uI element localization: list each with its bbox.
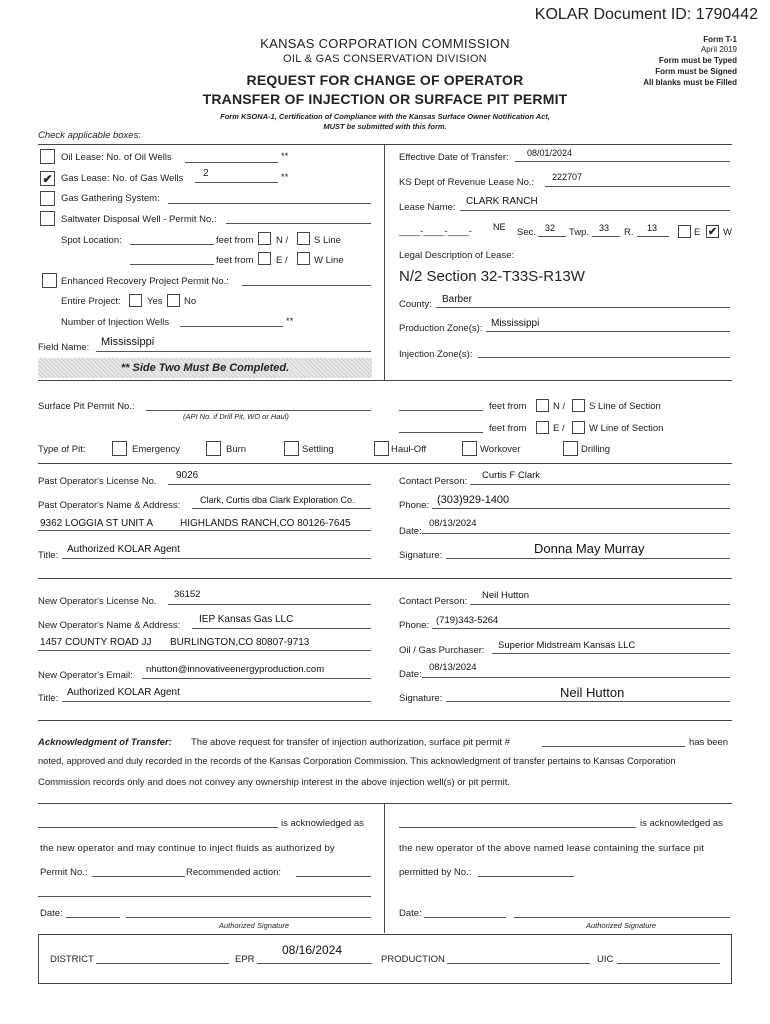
new-contact-value: Neil Hutton [482, 590, 529, 601]
right-date-field[interactable] [424, 917, 506, 918]
typed-note: Form must be Typed [658, 56, 737, 65]
left-ack-name-field[interactable] [38, 827, 278, 828]
past-signature-value: Donna May Murray [534, 541, 645, 556]
purchaser-label: Oil / Gas Purchaser: [399, 645, 485, 656]
blanks-note: All blanks must be Filled [643, 78, 737, 87]
new-signature-label: Signature: [399, 693, 443, 704]
production-zone-field[interactable] [486, 331, 730, 332]
county-label: County: [399, 299, 432, 310]
s-line-label: S Line of Section [589, 401, 661, 412]
recommended-action-label: Recommended action: [186, 867, 282, 878]
left-date-field[interactable] [66, 917, 120, 918]
past-signature-label: Signature: [399, 550, 443, 561]
signed-note: Form must be Signed [655, 67, 737, 76]
pit-burn-checkbox[interactable] [206, 441, 221, 456]
past-contact-field[interactable] [470, 484, 730, 485]
new-address-line1: 1457 COUNTY ROAD JJ [40, 637, 152, 648]
new-date-value: 08/13/2024 [429, 662, 477, 673]
new-email-label: New Operator's Email: [38, 670, 133, 681]
right-ack-label: is acknowledged as [640, 818, 723, 829]
api-note: (API No. if Drill Pit, WO or Haul) [183, 412, 289, 421]
lease-name-label: Lease Name: [399, 202, 456, 213]
ks-lease-field[interactable] [545, 186, 730, 187]
range-e-checkbox[interactable] [678, 225, 691, 238]
new-date-label: Date: [399, 669, 422, 680]
permitted-by-field[interactable] [478, 876, 574, 877]
past-license-field[interactable] [168, 484, 371, 485]
pit-settling-checkbox[interactable] [284, 441, 299, 456]
commission-name: KANSAS CORPORATION COMMISSION [260, 36, 510, 51]
left-auth-signature-label: Authorized Signature [219, 921, 290, 930]
spot-feet-ew-field[interactable] [130, 264, 214, 265]
new-signature-value: Neil Hutton [560, 685, 625, 700]
gas-wells-field[interactable] [195, 182, 278, 183]
injection-wells-label: Number of Injection Wells [61, 317, 170, 328]
left-new-op-text: the new operator and may continue to inject fluids as authorized by [40, 843, 335, 854]
range-w-checkbox[interactable]: ✔ [707, 226, 718, 238]
enhanced-recovery-checkbox[interactable] [42, 273, 57, 288]
purchaser-value: Superior Midstream Kansas LLC [498, 640, 636, 651]
past-date-field[interactable] [422, 533, 730, 534]
range-field[interactable] [637, 236, 669, 237]
surface-pit-field[interactable] [146, 410, 371, 411]
epr-field[interactable] [257, 963, 372, 964]
oil-lease-label: Oil Lease: No. of Oil Wells [61, 152, 172, 163]
injection-zone-label: Injection Zone(s): [399, 349, 473, 360]
check-applicable-label: Check applicable boxes: [38, 130, 141, 141]
left-date-label: Date: [40, 908, 63, 919]
county-value: Barber [442, 294, 473, 305]
ack-text-2: noted, approved and duly recorded in the records of the Kansas Corporation Commission. This acknowledgment of transfer pertains to Kansas Corporation [38, 756, 676, 766]
document-id: KOLAR Document ID: 1790442 [534, 6, 758, 23]
e-label: E [694, 227, 701, 238]
gas-lease-label: Gas Lease: No. of Gas Wells [61, 173, 184, 184]
form-number: Form T-1 [703, 35, 737, 44]
form-title-2: TRANSFER OF INJECTION OR SURFACE PIT PERMIT [202, 91, 568, 107]
past-contact-value: Curtis F Clark [482, 470, 541, 481]
sec-label: Sec. [517, 227, 537, 238]
uic-label: UIC [597, 954, 614, 965]
form-date: April 2019 [700, 45, 737, 54]
past-date-value: 08/13/2024 [429, 518, 477, 529]
new-name-value: IEP Kansas Gas LLC [199, 614, 294, 625]
permit-no-field[interactable] [92, 876, 185, 877]
spot-location-label: Spot Location: [61, 235, 122, 246]
spot-w-checkbox[interactable] [297, 252, 310, 265]
past-address-field[interactable] [38, 530, 371, 531]
uic-field[interactable] [617, 963, 720, 964]
past-phone-field[interactable] [432, 508, 730, 509]
pit-w-checkbox[interactable] [572, 421, 585, 434]
new-contact-field[interactable] [470, 604, 730, 605]
range-value: 13 [647, 223, 658, 233]
division-name: OIL & GAS CONSERVATION DIVISION [283, 53, 487, 65]
required-mark: ** [286, 316, 294, 327]
quarter-location-field: ____-____-____- [399, 226, 472, 237]
effective-date-value: 08/01/2024 [527, 148, 573, 158]
new-phone-value: (719)343-5264 [436, 615, 499, 626]
sec-value: 32 [545, 223, 556, 233]
legal-description-label: Legal Description of Lease: [399, 250, 515, 261]
e-label: E / [276, 255, 288, 266]
feet-from-label: feet from [489, 423, 527, 434]
past-title-value: Authorized KOLAR Agent [67, 544, 180, 555]
burn-label: Burn [226, 444, 247, 455]
pit-emergency-checkbox[interactable] [112, 441, 127, 456]
pit-s-checkbox[interactable] [572, 399, 585, 412]
w-line-label: W Line of Section [589, 423, 664, 434]
field-name-field[interactable] [96, 351, 371, 352]
district-field[interactable] [96, 963, 229, 964]
feet-from-label: feet from [489, 401, 527, 412]
ack-text-1b: has been [689, 737, 729, 748]
past-phone-label: Phone: [399, 500, 430, 511]
new-address-field[interactable] [38, 650, 371, 651]
entire-project-yes-checkbox[interactable] [129, 294, 142, 307]
recommended-action-line2[interactable] [38, 896, 371, 897]
lease-name-field[interactable] [460, 210, 730, 211]
workover-label: Workover [480, 444, 521, 455]
new-name-label: New Operator's Name & Address: [38, 620, 181, 631]
form-title-1: REQUEST FOR CHANGE OF OPERATOR [246, 72, 524, 88]
past-phone-value: (303)929-1400 [437, 494, 510, 506]
pit-feet-ew-field[interactable] [399, 432, 483, 433]
side-two-banner: ** Side Two Must Be Completed. [38, 358, 372, 378]
recommended-action-field[interactable] [296, 876, 371, 877]
pit-workover-checkbox[interactable] [462, 441, 477, 456]
spot-s-checkbox[interactable] [297, 232, 310, 245]
past-address-line2: HIGHLANDS RANCH,CO 80126-7645 [180, 518, 351, 529]
pit-feet-ns-field[interactable] [399, 410, 483, 411]
ack-heading: Acknowledgment of Transfer: [38, 737, 172, 748]
past-license-label: Past Operator's License No. [38, 476, 157, 487]
permitted-by-label: permitted by No.: [399, 867, 472, 878]
enhanced-permit-field[interactable] [242, 285, 371, 286]
left-signature-field[interactable] [126, 917, 371, 918]
new-title-field[interactable] [62, 701, 371, 702]
past-title-field[interactable] [62, 558, 371, 559]
entire-project-no-checkbox[interactable] [167, 294, 180, 307]
epr-value: 08/16/2024 [282, 943, 343, 957]
permit-no-label: Permit No.: [40, 867, 88, 878]
past-name-label: Past Operator's Name & Address: [38, 500, 181, 511]
oil-wells-field[interactable] [185, 162, 278, 163]
no-label: No [184, 296, 197, 307]
county-field[interactable] [436, 307, 730, 308]
new-title-value: Authorized KOLAR Agent [67, 687, 180, 698]
drilling-label: Drilling [581, 444, 611, 455]
new-phone-field[interactable] [432, 628, 730, 629]
new-name-field[interactable] [192, 628, 371, 629]
epr-label: EPR [235, 954, 255, 965]
range-label: R. [624, 227, 634, 238]
new-email-value: nhutton@innovativeenergyproduction.com [146, 664, 325, 675]
ks-lease-value: 222707 [552, 172, 583, 182]
new-date-field[interactable] [422, 677, 730, 678]
pit-haul-off-checkbox[interactable] [374, 441, 389, 456]
purchaser-field[interactable] [492, 653, 730, 654]
spot-n-checkbox[interactable] [258, 232, 271, 245]
production-label: PRODUCTION [381, 954, 445, 965]
pit-type-label: Type of Pit: [38, 444, 86, 455]
right-auth-signature-label: Authorized Signature [586, 921, 657, 930]
past-contact-label: Contact Person: [399, 476, 468, 487]
gas-gathering-checkbox[interactable] [40, 191, 55, 206]
ack-text-3: Commission records only and does not convey any ownership interest in the above injection well(s) or pit permit. [38, 777, 511, 788]
twp-value: 33 [599, 223, 610, 233]
twp-field[interactable] [592, 236, 620, 237]
past-name-field[interactable] [192, 508, 371, 509]
n-label: N / [276, 235, 289, 246]
district-label: DISTRICT [50, 954, 94, 965]
production-zone-value: Mississippi [491, 318, 540, 329]
surface-pit-label: Surface Pit Permit No.: [38, 401, 135, 412]
injection-zone-field[interactable] [478, 357, 730, 358]
past-signature-field[interactable] [446, 558, 730, 559]
oil-lease-checkbox[interactable] [40, 149, 55, 164]
saltwater-permit-field[interactable] [226, 223, 371, 224]
production-zone-label: Production Zone(s): [399, 323, 483, 334]
w-line-label: W Line [314, 255, 344, 266]
field-name-label: Field Name: [38, 342, 90, 353]
effective-date-label: Effective Date of Transfer: [399, 152, 509, 163]
sec-field[interactable] [538, 236, 566, 237]
s-line-label: S Line [314, 235, 341, 246]
new-license-label: New Operator's License No. [38, 596, 157, 607]
spot-feet-ns-field[interactable] [130, 244, 214, 245]
new-title-label: Title: [38, 693, 59, 704]
new-signature-field[interactable] [446, 701, 730, 702]
past-title-label: Title: [38, 550, 59, 561]
gas-gathering-label: Gas Gathering System: [61, 193, 160, 204]
right-new-op-text: the new operator of the above named lease containing the surface pit [399, 843, 705, 854]
gas-gathering-field[interactable] [168, 203, 371, 204]
injection-wells-field[interactable] [180, 326, 283, 327]
n-label: N / [553, 401, 566, 412]
ack-permit-field[interactable] [542, 746, 685, 747]
saltwater-label: Saltwater Disposal Well - Permit No.: [61, 214, 217, 225]
emergency-label: Emergency [132, 444, 181, 455]
w-label: W [723, 227, 732, 238]
legal-description-value: N/2 Section 32-T33S-R13W [399, 268, 585, 285]
new-license-field[interactable] [168, 604, 371, 605]
ack-text-1: The above request for transfer of injection authorization, surface pit permit # [191, 737, 510, 748]
new-address-line2: BURLINGTON,CO 80807-9713 [170, 637, 310, 648]
production-field[interactable] [447, 963, 590, 964]
ksona-note: Form KSONA-1, Certification of Compliance with the Kansas Surface Owner Notification Act, [220, 112, 550, 121]
e-label: E / [553, 423, 565, 434]
pit-n-checkbox[interactable] [536, 399, 549, 412]
yes-label: Yes [147, 296, 163, 307]
ksona-note-2: MUST be submitted with this form. [323, 122, 447, 131]
quarter-value: NE [493, 222, 506, 232]
twp-label: Twp. [569, 227, 590, 238]
gas-wells-value: 2 [203, 168, 209, 179]
field-name-value: Mississippi [101, 336, 155, 348]
right-ack-name-field[interactable] [399, 827, 636, 828]
past-date-label: Date: [399, 526, 422, 537]
effective-date-field[interactable] [515, 161, 730, 162]
haul-off-label: Haul-Off [391, 444, 427, 455]
feet-from-label: feet from [216, 235, 254, 246]
lease-name-value: CLARK RANCH [466, 196, 538, 207]
required-mark: ** [281, 172, 289, 183]
feet-from-label: feet from [216, 255, 254, 266]
new-contact-label: Contact Person: [399, 596, 468, 607]
left-ack-label: is acknowledged as [281, 818, 364, 829]
ks-lease-label: KS Dept of Revenue Lease No.: [399, 177, 535, 188]
past-name-value: Clark, Curtis dba Clark Exploration Co. [200, 495, 355, 505]
past-license-value: 9026 [176, 470, 199, 481]
spot-e-checkbox[interactable] [258, 252, 271, 265]
right-signature-field[interactable] [514, 917, 730, 918]
enhanced-recovery-label: Enhanced Recovery Project Permit No.: [61, 276, 229, 287]
right-date-label: Date: [399, 908, 422, 919]
new-phone-label: Phone: [399, 620, 430, 631]
entire-project-label: Entire Project: [61, 296, 121, 307]
new-license-value: 36152 [174, 589, 201, 600]
settling-label: Settling [302, 444, 334, 455]
saltwater-checkbox[interactable] [40, 211, 55, 226]
past-address-line1: 9362 LOGGIA ST UNIT A [40, 518, 154, 529]
gas-lease-checkbox[interactable]: ✔ [40, 171, 55, 186]
new-email-field[interactable] [142, 678, 371, 679]
pit-drilling-checkbox[interactable] [563, 441, 578, 456]
required-mark: ** [281, 151, 289, 162]
pit-e-checkbox[interactable] [536, 421, 549, 434]
